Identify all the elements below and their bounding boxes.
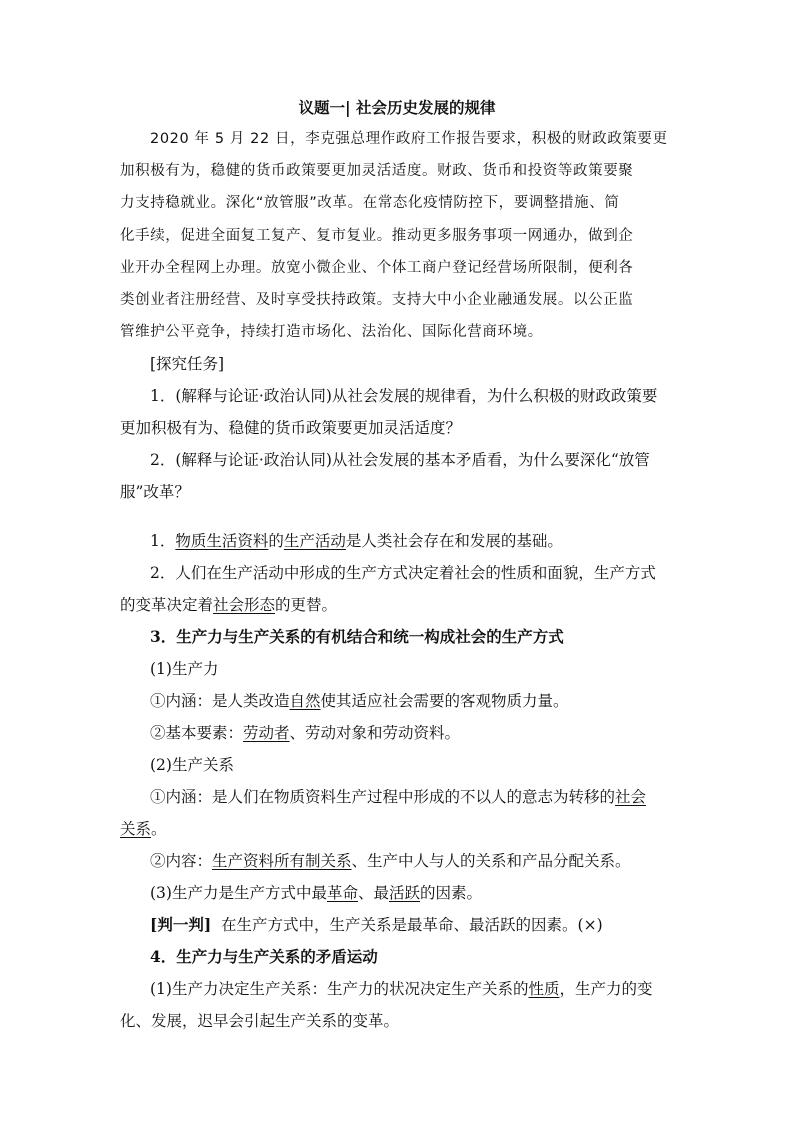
task-heading: [探究任务] — [150, 355, 225, 373]
connector-text: 的 — [268, 532, 284, 550]
underlined-term: 性质 — [528, 980, 560, 998]
underlined-term: 社会形态 — [213, 596, 276, 614]
topic-title: 议题一| 社会历史发展的规律 — [298, 98, 496, 117]
point-2-line-2 — [120, 595, 680, 615]
material-line-3: 力支持稳就业。深化“放管服”改革。在常态化疫情防控下，要调整措施、简 — [120, 195, 620, 211]
point-3-1-heading: (1)生产力 — [150, 660, 219, 678]
material-line-7: 管维护公平竞争，持续打造市场化、法治化、国际化营商环境。 — [120, 324, 543, 340]
text: 使其适应社会需要的客观物质力量。 — [320, 692, 569, 710]
point-1 — [150, 531, 710, 551]
point-2-text: 的变革决定着 — [120, 596, 214, 614]
material-line-1: 2020 年 5 月 22 日，李克强总理作政府工作报告要求，积极的财政政策要更 — [150, 131, 668, 147]
material-line-6: 类创业者注册经营、及时享受扶持政策。支持大中小企业融通发展。以公正监 — [120, 292, 634, 308]
judge-text: 在生产方式中，生产关系是最革命、最活跃的因素。(×) — [221, 916, 603, 934]
text: 的因素。 — [420, 884, 483, 902]
underlined-term: 生产资料所有制关系 — [212, 852, 352, 870]
point-1-number: 1． — [150, 532, 176, 550]
point-3-heading: 3．生产力与生产关系的有机结合和统一构成社会的生产方式 — [150, 627, 564, 646]
text: ①内涵：是人们在物质资料生产过程中形成的不以人的意志为转移的 — [150, 788, 616, 806]
point-3-1-b — [150, 723, 710, 743]
text: 、生产中人与人的关系和产品分配关系。 — [351, 852, 631, 870]
question-2-line-1: 2．(解释与论证·政治认同)从社会发展的基本矛盾看，为什么要深化“放管 — [150, 451, 650, 469]
point-4-1-line-2: 化、发展，迟早会引起生产关系的变革。 — [120, 1012, 400, 1030]
point-1-text: 是人类社会存在和发展的基础。 — [345, 532, 563, 550]
material-line-5: 业开办全程网上办理。放宽小微企业、个体工商户登记经营场所限制，便利各 — [120, 260, 634, 276]
text: (1)生产力决定生产关系：生产力的状况决定生产关系的 — [150, 980, 529, 998]
point-4-heading: 4．生产力与生产关系的矛盾运动 — [150, 947, 378, 966]
point-3-2-a-line-2 — [120, 819, 680, 839]
point-3-2-a-line-1 — [150, 787, 710, 807]
question-2-line-2: 服”改革？ — [120, 483, 190, 501]
underlined-term: 生产活动 — [283, 532, 346, 550]
material-line-2: 加积极有为，稳健的货币政策要更加灵活适度。财政、货币和投资等政策要聚 — [120, 163, 634, 179]
point-4-1-line-1 — [150, 979, 710, 999]
point-3-3 — [150, 883, 710, 903]
text: ①内涵：是人类改造 — [150, 692, 290, 710]
underlined-term: 物质生活资料 — [175, 532, 269, 550]
text: ②内容： — [150, 852, 213, 870]
point-3-2-heading: (2)生产关系 — [150, 756, 234, 774]
text: ，生产力的变 — [559, 980, 653, 998]
point-3-1-a — [150, 691, 710, 711]
judge-tag: [判一判] — [150, 915, 212, 934]
underlined-term: 活跃 — [389, 884, 421, 902]
material-line-4: 化手续，促进全面复工复产、复市复业。推动更多服务事项一网通办，做到企 — [120, 228, 634, 244]
text: 。 — [151, 820, 167, 838]
text: 、最 — [357, 884, 389, 902]
text: (3)生产力是生产方式中最 — [150, 884, 327, 902]
question-1-line-1: 1．(解释与论证·政治认同)从社会发展的规律看，为什么积极的财政政策要 — [150, 387, 658, 405]
underlined-term: 劳动者 — [243, 724, 290, 742]
underlined-term: 社会 — [615, 788, 647, 806]
point-3-2-b — [150, 851, 710, 871]
underlined-term: 革命 — [326, 884, 358, 902]
question-1-line-2: 更加积极有为、稳健的货币政策要更加灵活适度？ — [120, 419, 462, 437]
text: ②基本要素： — [150, 724, 244, 742]
underlined-term: 关系 — [120, 820, 152, 838]
judge-item — [150, 915, 710, 935]
point-2-line-1: 2．人们在生产活动中形成的生产方式决定着社会的性质和面貌，生产方式 — [150, 564, 656, 582]
point-2-text-end: 的更替。 — [275, 596, 338, 614]
text: 、劳动对象和劳动资料。 — [289, 724, 461, 742]
underlined-term: 自然 — [289, 692, 321, 710]
